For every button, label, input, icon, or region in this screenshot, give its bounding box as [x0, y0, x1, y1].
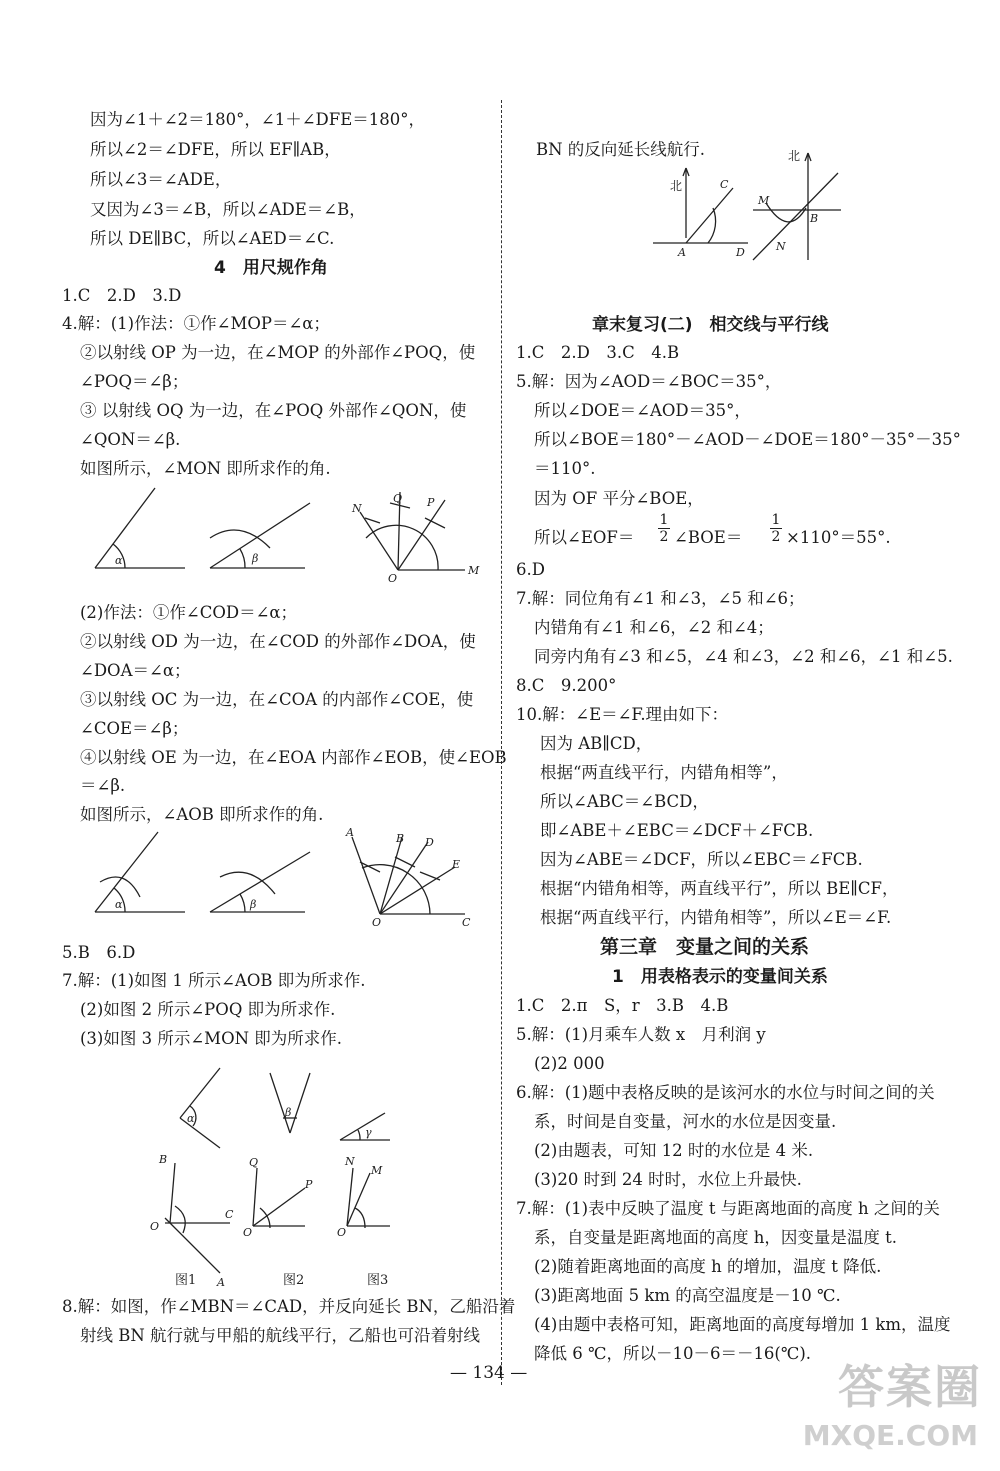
north-label-2: 北: [788, 149, 801, 163]
point-M: M: [468, 564, 480, 577]
left-line: 所以 DE∥BC，所以∠AED＝∠C.: [90, 229, 335, 248]
fig7-alpha: α: [187, 1112, 195, 1125]
alpha-label: α: [115, 554, 123, 567]
left-line: ∠QON＝∠β.: [80, 430, 181, 449]
fig7-B: B: [159, 1153, 168, 1166]
left-line: ②以射线 OD 为一边，在∠COD 的外部作∠DOA，使: [80, 632, 476, 651]
fig7-gamma: γ: [365, 1126, 372, 1139]
figure-angles-1: [80, 478, 500, 588]
left-line: ∠COE＝∠β；: [80, 719, 189, 738]
frac-2: 1 2: [771, 512, 781, 545]
left-line: 所以∠2＝∠DFE，所以 EF∥AB，: [90, 140, 341, 159]
fig7-A: A: [217, 1276, 225, 1289]
right-line: 因为 AB∥CD，: [540, 734, 653, 753]
ships-C: C: [720, 178, 729, 191]
point-N: N: [352, 502, 362, 515]
left-line: ＝∠β.: [80, 776, 126, 795]
point-A: A: [346, 826, 354, 839]
fig7-P: P: [305, 1178, 313, 1191]
watermark-logo: 答案圈: [838, 1360, 982, 1414]
left-line: 5.B 6.D: [62, 943, 136, 962]
right-line: 所以∠DOE＝∠AOD＝35°，: [534, 401, 751, 420]
north-label-1: 北: [670, 179, 683, 193]
right-line: BN 的反向延长线航行.: [536, 140, 706, 159]
ships-M: M: [758, 194, 770, 207]
frac-text-c: ×110°＝55°.: [786, 528, 891, 547]
fig7-O1: O: [150, 1220, 160, 1233]
point-O2: O: [372, 916, 382, 929]
watermark: [802, 1351, 982, 1461]
fig7-Q: Q: [249, 1156, 259, 1169]
right-line: 5.解：(1)月乘车人数 x 月利润 y: [516, 1025, 766, 1044]
left-line: 8.解：如图，作∠MBN＝∠CAD，并反向延长 BN，乙船沿着: [62, 1297, 516, 1316]
frac-1: 1 2: [659, 512, 669, 545]
right-line: 6.D: [516, 560, 545, 579]
beta-label-2: β: [250, 898, 257, 911]
fig7-O2: O: [243, 1226, 253, 1239]
left-line: ∠POQ＝∠β；: [80, 372, 189, 391]
ships-N: N: [776, 240, 786, 253]
fig7-beta: β: [285, 1106, 292, 1119]
alpha-label-2: α: [115, 898, 123, 911]
fig-caption-2: 图2: [283, 1273, 305, 1288]
fig-caption-1: 图1: [175, 1273, 197, 1288]
left-line: ③以射线 OC 为一边，在∠COA 的内部作∠COE，使: [80, 690, 474, 709]
ships-D: D: [736, 246, 745, 259]
fig7-O3: O: [337, 1226, 347, 1239]
right-line: 因为 OF 平分∠BOE，: [534, 489, 704, 508]
right-line: (3)20 时到 24 时时，水位上升最快.: [534, 1170, 802, 1189]
right-line: 系，自变量是距离地面的高度 h，因变量是温度 t.: [534, 1228, 897, 1247]
left-line: (2)如图 2 所示∠POQ 即为所求作.: [80, 1000, 336, 1019]
beta-label: β: [252, 552, 259, 565]
right-line: 所以∠ABC＝∠BCD，: [540, 792, 709, 811]
watermark-url: MXQE.COM: [802, 1419, 978, 1452]
right-line: 同旁内角有∠3 和∠5，∠4 和∠3，∠2 和∠6，∠1 和∠5.: [534, 647, 953, 666]
left-line: 射线 BN 航行就与甲船的航线平行，乙船也可沿着射线: [80, 1326, 481, 1345]
point-O: O: [388, 572, 398, 585]
right-line: 1.C 2.D 3.C 4.B: [516, 343, 680, 362]
left-line: ②以射线 OP 为一边，在∠MOP 的外部作∠POQ，使: [80, 343, 476, 362]
figure-angles-2: [80, 822, 500, 937]
right-line: (2)由题表，可知 12 时的水位是 4 米.: [534, 1141, 814, 1160]
right-line: 所以∠BOE＝180°－∠AOD－∠DOE＝180°－35°－35°: [534, 430, 961, 449]
right-line: 7.解：(1)表中反映了温度 t 与距离地面的高度 h 之间的关: [516, 1199, 940, 1218]
divider: [501, 100, 502, 1385]
right-line: 8.C 9.200°: [516, 676, 617, 695]
ships-A: A: [678, 246, 686, 259]
right-line: (3)距离地面 5 km 的高空温度是－10 ℃.: [534, 1286, 841, 1305]
right-line: 1.C 2.π S，r 3.B 4.B: [516, 996, 729, 1015]
right-line: 章末复习(二) 相交线与平行线: [592, 315, 829, 335]
right-line: 第三章 变量之间的关系: [600, 936, 810, 958]
point-Q: Q: [393, 492, 403, 505]
page-number: — 134 —: [450, 1363, 528, 1383]
right-line: (4)由题中表格可知，距离地面的高度每增加 1 km，温度: [534, 1315, 951, 1334]
left-line: 如图所示，∠MON 即所求作的角.: [80, 459, 331, 478]
ships-B: B: [810, 212, 819, 225]
right-line: 即∠ABE＋∠EBC＝∠DCF＋∠FCB.: [540, 821, 814, 840]
frac-text-b: ∠BOE＝: [674, 528, 743, 547]
point-E: E: [452, 858, 461, 871]
right-line: 降低 6 ℃，所以－10－6＝－16(℃).: [534, 1344, 812, 1363]
point-P: P: [427, 496, 435, 509]
right-line: (2)2 000: [534, 1054, 605, 1073]
right-line: 6.解：(1)题中表格反映的是该河水的水位与时间之间的关: [516, 1083, 935, 1102]
right-line: 根据“两直线平行，内错角相等”，: [540, 763, 788, 782]
left-line: 因为∠1＋∠2＝180°，∠1＋∠DFE＝180°，: [90, 110, 426, 129]
right-line: 1 用表格表示的变量间关系: [612, 967, 828, 987]
point-B: B: [396, 832, 405, 845]
right-line: 5.解：因为∠AOD＝∠BOC＝35°，: [516, 372, 782, 391]
left-line: ③ 以射线 OQ 为一边，在∠POQ 外部作∠QON，使: [80, 401, 467, 420]
left-line: (2)作法：①作∠COD＝∠α；: [80, 603, 298, 622]
right-line: (2)随着距离地面的高度 h 的增加，温度 t 降低.: [534, 1257, 882, 1276]
fig7-C: C: [225, 1208, 234, 1221]
right-line: 因为∠ABE＝∠DCF，所以∠EBC＝∠FCB.: [540, 850, 863, 869]
right-line: 内错角有∠1 和∠6，∠2 和∠4；: [534, 618, 774, 637]
left-line: ④以射线 OE 为一边，在∠EOA 内部作∠EOB，使∠EOB: [80, 748, 507, 767]
right-line: 根据“内错角相等，两直线平行”，所以 BE∥CF，: [540, 879, 899, 898]
left-line: (3)如图 3 所示∠MON 即为所求作.: [80, 1029, 343, 1048]
left-line: 4.解：(1)作法：①作∠MOP＝∠α；: [62, 314, 330, 333]
right-line: 10.解：∠E＝∠F.理由如下：: [516, 705, 729, 724]
left-line: 1.C 2.D 3.D: [62, 286, 182, 305]
left-line: 所以∠3＝∠ADE，: [90, 170, 232, 189]
left-line: 又因为∠3＝∠B，所以∠ADE＝∠B，: [90, 200, 366, 219]
frac-text-a: 所以∠EOF＝: [534, 528, 635, 547]
fig7-M: M: [371, 1164, 383, 1177]
point-D: D: [425, 836, 434, 849]
right-line: 7.解：同位角有∠1 和∠3，∠5 和∠6；: [516, 589, 805, 608]
figure-7: [145, 1058, 395, 1290]
figure-ships: [648, 148, 848, 263]
left-line: 7.解：(1)如图 1 所示∠AOB 即为所求作.: [62, 971, 366, 990]
left-line: ∠DOA＝∠α；: [80, 661, 191, 680]
fig7-N: N: [345, 1155, 355, 1168]
point-C: C: [462, 916, 471, 929]
left-line: 4 用尺规作角: [214, 258, 328, 278]
right-line: 根据“两直线平行，内错角相等”，所以∠E＝∠F.: [540, 908, 892, 927]
fig-caption-3: 图3: [367, 1273, 389, 1288]
right-line: 系，时间是自变量，河水的水位是因变量.: [534, 1112, 837, 1131]
left-line: 如图所示，∠AOB 即所求作的角.: [80, 805, 324, 824]
right-line: ＝110°.: [534, 459, 596, 478]
